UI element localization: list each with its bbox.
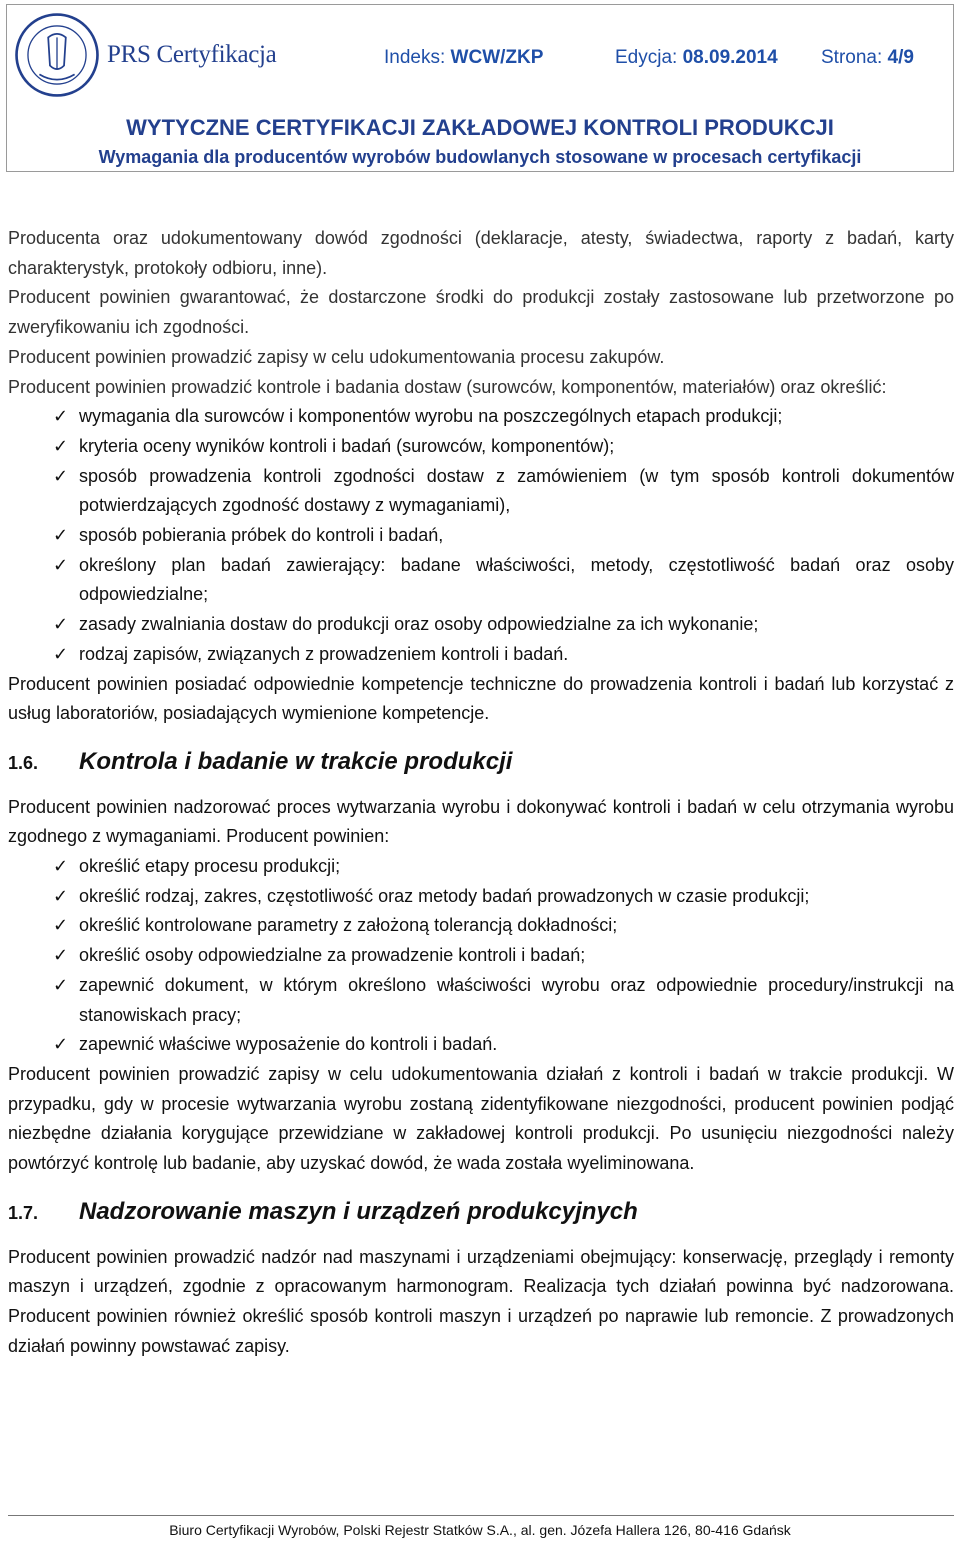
section-heading	[8, 747, 954, 779]
production-control-list	[8, 852, 954, 1060]
document-subtitle: Wymagania dla producentów wyrobów budowlanych stosowane w procesach certyfikacji	[98, 147, 862, 167]
checkmark-icon: ✓	[53, 525, 69, 547]
checkmark-icon: ✓	[53, 885, 69, 907]
list-item: ✓ wymagania dla surowców i komponentów wyrobu na poszczególnych etapach produkcji;	[8, 402, 954, 432]
paragraph: Producent powinien posiadać odpowiednie kompetencje techniczne do prowadzenia kontroli i badań lub korzystać z usług laboratoriów, posiadających wymienione kompetencje.	[8, 673, 954, 724]
checkmark-icon: ✓	[53, 435, 69, 457]
checkmark-icon: ✓	[53, 1034, 69, 1056]
paragraph: Producenta oraz udokumentowany dowód zgodności (deklaracje, atesty, świadectwa, raporty z badań, karty charakterystyk, protokoły odbioru, inne).	[8, 228, 954, 278]
list-item: ✓ zapewnić dokument, w którym określono właściwości wyrobu oraz odpowiednie procedury/instrukcji na stanowiskach pracy;	[8, 971, 954, 1030]
list-item: ✓ sposób prowadzenia kontroli zgodności dostaw z zamówieniem (w tym sposób kontroli dokumentów potwierdzających zgodność dostawy z wymaganiami),	[8, 462, 954, 521]
section-heading	[8, 1197, 954, 1229]
logo-seal-icon	[13, 11, 101, 99]
list-item: ✓ rodzaj zapisów, związanych z prowadzeniem kontroli i badań.	[8, 640, 954, 670]
list-item: ✓ określić rodzaj, zakres, częstotliwość oraz metody badań prowadzonych w czasie produkcji;	[8, 882, 954, 912]
paragraph: Producent powinien prowadzić zapisy w celu udokumentowania procesu zakupów.	[8, 346, 665, 367]
checkmark-icon: ✓	[53, 856, 69, 878]
checkmark-icon: ✓	[53, 465, 69, 487]
list-item: ✓ zapewnić właściwe wyposażenie do kontroli i badań.	[8, 1030, 954, 1060]
section-title: Nadzorowanie maszyn i urządzeń produkcyjnych	[79, 1197, 638, 1225]
list-item: ✓ określony plan badań zawierający: badane właściwości, metody, częstotliwość badań oraz osoby odpowiedzialne;	[8, 551, 954, 610]
section-number: 1.7.	[8, 1202, 39, 1223]
checkmark-icon: ✓	[53, 614, 69, 636]
page-header	[6, 4, 954, 172]
document-index: Indeks: WCW/ZKP	[384, 47, 544, 68]
list-item: ✓ kryteria oceny wyników kontroli i badań (surowców, komponentów);	[8, 432, 954, 462]
document-body	[8, 224, 954, 1361]
document-edition: Edycja: 08.09.2014	[615, 47, 778, 68]
list-item: ✓ sposób pobierania próbek do kontroli i badań,	[8, 521, 954, 551]
supply-control-list	[8, 402, 954, 669]
paragraph: Producent powinien prowadzić zapisy w celu udokumentowania działań z kontroli i badań w trakcie produkcji. W przypadku, gdy w procesie wytwarzania wyrobu zostaną zidentyfikowane niezgodności, producent powinien podjąć niezbędne działania korygujące przewidziane w zakładowej kontroli produkcji. Po usunięciu niezgodności należy powtórzyć kontrolę lub badanie, aby uzyskać dowód, że wada została wyeliminowana.	[8, 1063, 954, 1174]
document-title: WYTYCZNE CERTYFIKACJI ZAKŁADOWEJ KONTROLI PRODUKCJI	[126, 115, 834, 140]
page-footer: Biuro Certyfikacji Wyrobów, Polski Rejestr Statków S.A., al. gen. Józefa Hallera 126, 80-416 Gdańsk	[169, 1522, 791, 1538]
list-item: ✓ określić etapy procesu produkcji;	[8, 852, 954, 882]
footer-divider	[8, 1515, 954, 1516]
section-number: 1.6.	[8, 752, 39, 773]
checkmark-icon: ✓	[53, 974, 69, 996]
paragraph: Producent powinien nadzorować proces wytwarzania wyrobu i dokonywać kontroli i badań w celu otrzymania wyrobu zgodnego z wymaganiami. Producent powinien:	[8, 796, 954, 847]
brand-name: PRS Certyfikacja	[107, 41, 277, 68]
section-title: Kontrola i badanie w trakcie produkcji	[79, 747, 513, 775]
list-item: ✓ zasady zwalniania dostaw do produkcji oraz osoby odpowiedzialne za ich wykonanie;	[8, 610, 954, 640]
list-item: ✓ określić kontrolowane parametry z założoną tolerancją dokładności;	[8, 911, 954, 941]
list-item: ✓ określić osoby odpowiedzialne za prowadzenie kontroli i badań;	[8, 941, 954, 971]
checkmark-icon: ✓	[53, 945, 69, 967]
paragraph: Producent powinien prowadzić nadzór nad maszynami i urządzeniami obejmujący: konserwację, przeglądy i remonty maszyn i urządzeń, zgodnie z opracowanym harmonogram. Realizacja tych działań powinna być nadzorowana. Producent powinien również określić sposób kontroli maszyn i urządzeń po naprawie lub remoncie. Z prowadzonych działań powinny powstawać zapisy.	[8, 1246, 954, 1356]
checkmark-icon: ✓	[53, 643, 69, 665]
paragraph: Producent powinien prowadzić kontrole i badania dostaw (surowców, komponentów, materiałów) oraz określić:	[8, 376, 887, 397]
checkmark-icon: ✓	[53, 406, 69, 428]
checkmark-icon: ✓	[53, 915, 69, 937]
paragraph: Producent powinien gwarantować, że dostarczone środki do produkcji zostały zastosowane lub przetworzone po zweryfikowaniu ich zgodności.	[8, 287, 954, 338]
checkmark-icon: ✓	[53, 554, 69, 576]
page-number: Strona: 4/9	[821, 47, 914, 68]
